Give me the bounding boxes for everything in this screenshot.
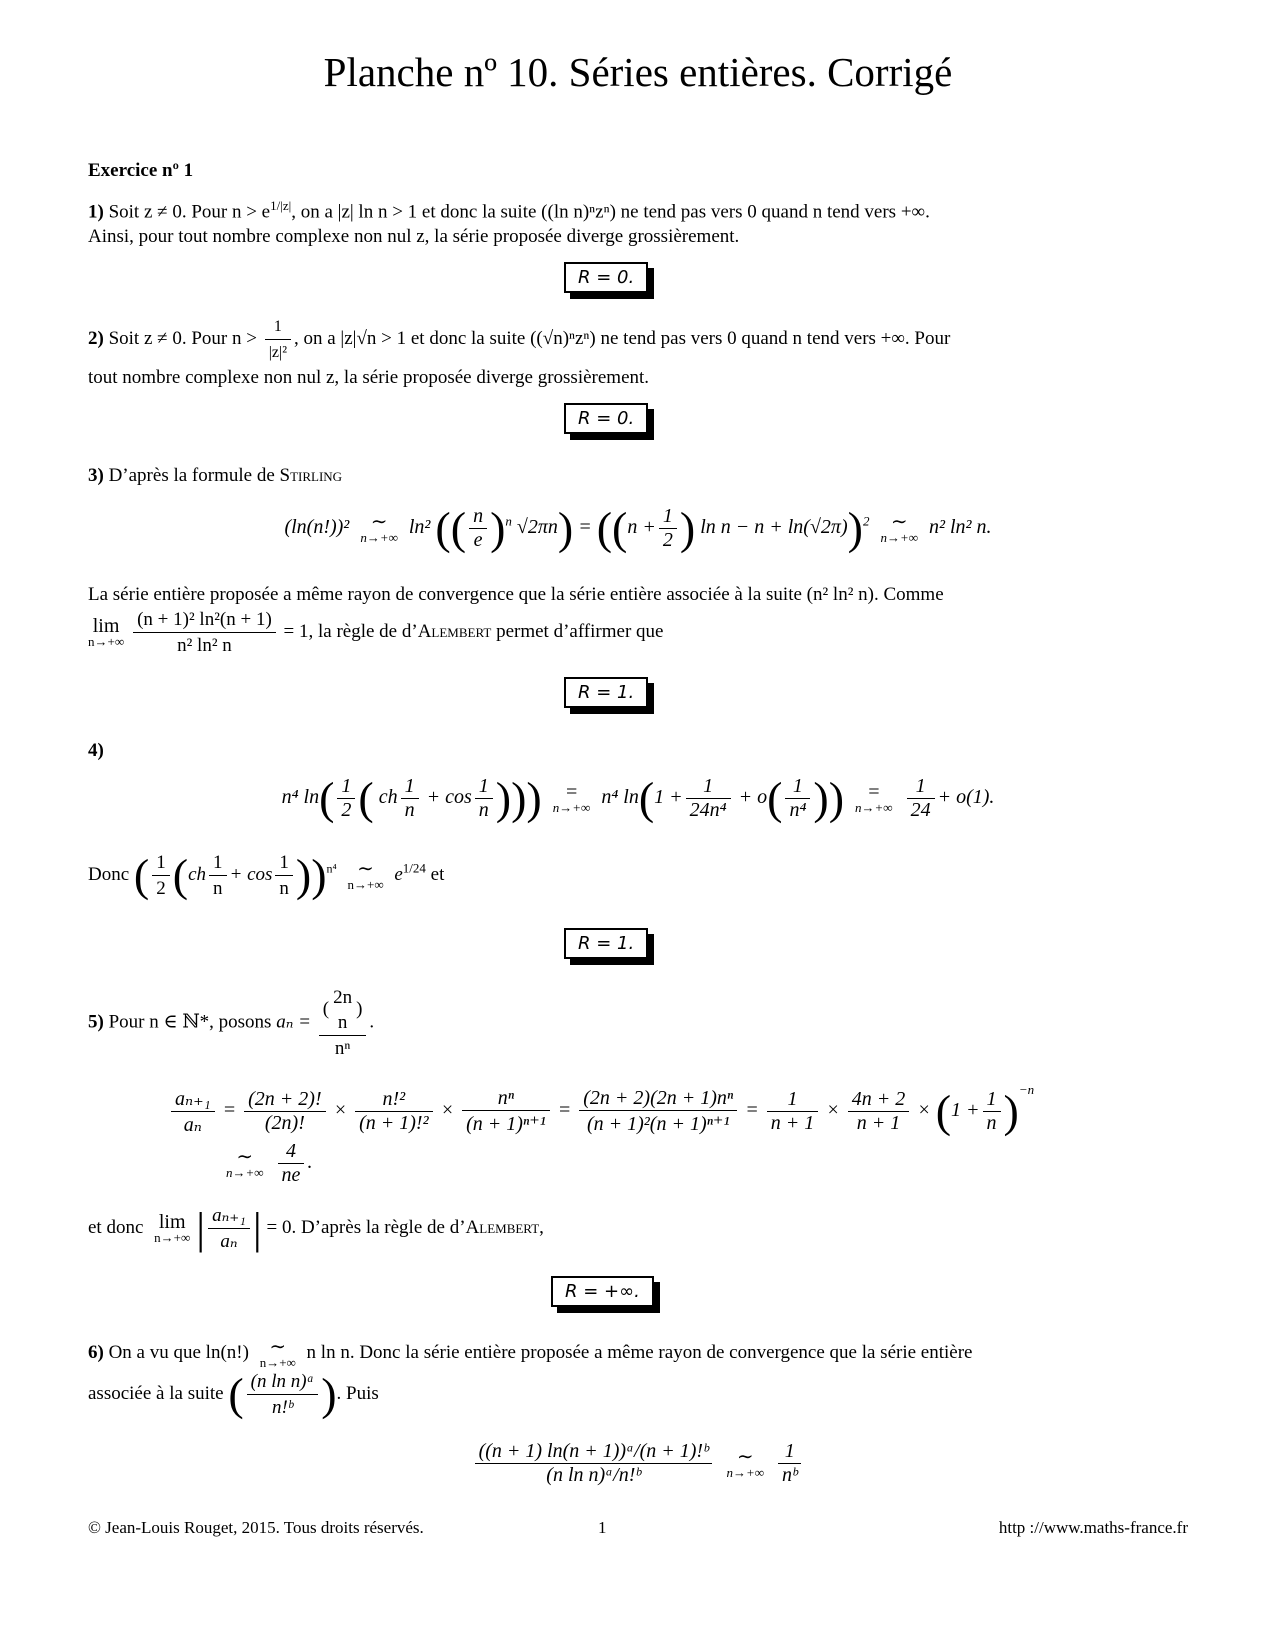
- q3-frac-half: $\frac{1}{2}$: [659, 505, 677, 552]
- q3-text2: = 1, la règle de d’: [283, 620, 418, 642]
- q3-formula: (ln(n!))² ∼ n→+∞ ln² (( $\frac{n}{e}$ )$^n$ √2πn) = ((n + $\frac{1}{2}$ ) ln n − n + ln(√2π))$^2$ ∼ n→+∞ n² ln² n.: [284, 502, 992, 554]
- q5-conclusion: et donc lim n→+∞ | $\frac{\text{aₙ₊₁}}{\text{aₙ}}$ | = 0. D’après la règle de d’Alembert,: [88, 1204, 544, 1253]
- q6-paragraph: 6) On a vu que ln(n!) ∼ n→+∞ n ln n. Donc la série entière proposée a même rayon de convergence que la série entière associée à la suite ( $\frac{\text{(n ln n)ᵃ}}{\text{n!ᵇ}}$ ). Puis: [88, 1336, 973, 1420]
- q4-label: 4): [88, 740, 104, 761]
- q1-text2: , on a |z| ln n > 1 et donc la suite ((ln n)ⁿzⁿ) ne tend pas vers 0 quand n tend vers +∞.: [291, 201, 930, 223]
- q3-sim-2: ∼ n→+∞: [880, 511, 918, 545]
- q2-text2: , on a |z|√n > 1 et donc la suite ((√n)ⁿzⁿ) ne tend pas vers 0 quand n tend vers +∞. Pour: [294, 327, 951, 349]
- q3-stirling: Stirling: [279, 465, 343, 486]
- q3-paragraph: [88, 582, 1188, 658]
- q5-formula-2: ∼ n→+∞ $\frac{4}{ne}$ .: [226, 1140, 313, 1186]
- website-link[interactable]: http ://www.maths-france.fr: [998, 1518, 1188, 1537]
- q5-formula: $\frac{\text{aₙ₊₁}}{\text{aₙ}}$ = $\frac{(2n + 2)!}{(2n)!}$ × $\frac{\text{n!²}}{\text{(n + 1)!²}}$ × $\frac{\text{nⁿ}}{\text{(n + 1)ⁿ⁺¹}}$ = $\frac{\text{(2n + 2)(2n + 1)nⁿ}}{\text{(n + 1)²(n + 1)ⁿ⁺¹}}$ = $\frac{1}{n + 1}$ × $\frac{4n + 2}{n + 1}$ × (1 + $\frac{1}{n}$ )$^{-n}$: [168, 1082, 1188, 1137]
- q2-paragraph: [88, 314, 1188, 390]
- document-page: [88, 0, 1188, 1650]
- q3-frac-ne: $\frac{n}{e}$: [469, 505, 487, 552]
- q1-result-box: R = 0.: [564, 262, 648, 293]
- q3-f-mid3: n +: [627, 516, 656, 539]
- q3-f-right: n² ln² n.: [928, 516, 992, 539]
- q3-intro-text: D’après la formule de: [108, 465, 275, 486]
- q5-binom-frac: ( 2n n ) nⁿ: [319, 985, 367, 1061]
- q3-f-left: (ln(n!))²: [284, 516, 350, 539]
- q1-text1: Soit z ≠ 0. Pour n > e: [108, 201, 271, 223]
- q4-result-box: R = 1.: [564, 928, 648, 959]
- q3-f-mid4: ln n − n + ln(√2π): [700, 516, 848, 539]
- q2-result-box: R = 0.: [564, 403, 648, 434]
- q3-intro: [88, 463, 1188, 488]
- q3-result-box: R = 1.: [564, 677, 648, 708]
- q1-label: 1): [88, 201, 104, 223]
- page-title: Planche nº 10. Séries entières. Corrigé: [323, 49, 953, 95]
- page-number: 1: [598, 1518, 607, 1537]
- q3-f-mid1: ln²: [408, 516, 431, 539]
- q6-formula: $\frac{\text{((n + 1) ln(n + 1))ᵃ/(n + 1)!ᵇ}}{\text{(n ln n)ᵃ/n!ᵇ}}$ ∼ n→+∞ $\frac{1}{\text{nᵇ}}$: [88, 1440, 1188, 1487]
- q5-result-box: R = +∞.: [551, 1276, 654, 1307]
- q2-text1: Soit z ≠ 0. Pour n >: [108, 327, 257, 349]
- q3-lim: lim n→+∞: [88, 615, 125, 649]
- q5-intro: 5) Pour n ∈ ℕ*, posons aₙ = ( 2n n ) nⁿ .: [88, 987, 375, 1059]
- exercise-heading: Exercice nº 1: [88, 160, 194, 181]
- q3-text3: permet d’affirmer que: [496, 620, 664, 642]
- q3-alembert: Alembert: [417, 620, 492, 642]
- q1-exp: 1/|z|: [270, 198, 292, 213]
- q3-text1: La série entière proposée a même rayon de convergence que la série entière associée à la suite (n² ln² n). Comme: [88, 584, 944, 605]
- q1-text3: Ainsi, pour tout nombre complexe non nul z, la série proposée diverge grossièrement.: [88, 226, 740, 248]
- q3-label: 3): [88, 465, 104, 486]
- q3-sim-1: ∼ n→+∞: [360, 511, 398, 545]
- q2-label: 2): [88, 327, 104, 349]
- copyright: © Jean-Louis Rouget, 2015. Tous droits réservés.: [88, 1518, 424, 1537]
- q1-paragraph: [88, 193, 1188, 249]
- q4-donc: Donc ( $\frac{1}{2}$ (ch $\frac{1}{n}$ + cos $\frac{1}{n}$ ))$^{n^4}$ ∼ n→+∞ $e^{1/24}$ et: [88, 849, 445, 901]
- q2-text3: tout nombre complexe non nul z, la série proposée diverge grossièrement.: [88, 367, 650, 388]
- q4-label-row: [88, 738, 1188, 763]
- q3-f-mid2: √2πn: [516, 516, 558, 539]
- q2-fraction: [265, 314, 291, 365]
- q2-frac-num: 1: [265, 314, 291, 340]
- q3-lim-frac: $\frac{\text{(n + 1)² ln²(n + 1)}}{\text{n² ln² n}}$: [133, 607, 276, 658]
- q2-frac-den: |z|²: [268, 344, 287, 361]
- q4-formula: n⁴ ln( $\frac{1}{2}$ ( ch $\frac{1}{n}$ + cos $\frac{1}{n}$ ))) = n→+∞ n⁴ ln(1 + $\frac{1}{\text{24n⁴}}$ + o( $\frac{1}{\text{n⁴}}$ )) = n→+∞ $\frac{1}{24}$ + o(1).: [281, 772, 995, 824]
- page-footer: [88, 1518, 1188, 1538]
